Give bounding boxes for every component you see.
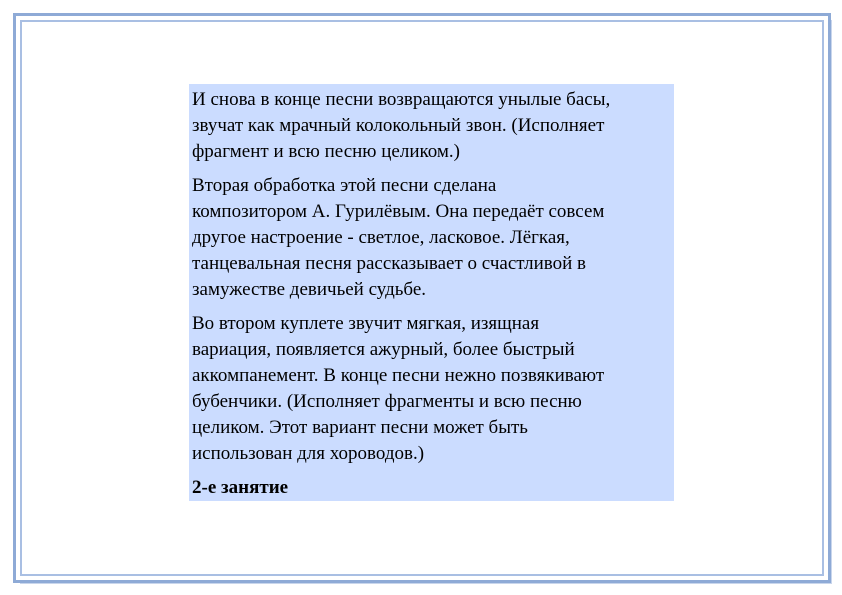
paragraph-gurilev-arrangement: Вторая обработка этой песни сделана композитором А. Гурилёвым. Она передаёт совсем другое настроение - светлое, ласковое. Лёгкая, танцевальная песня рассказывает о счастливой в замужестве девичьей судьбе. (192, 175, 605, 300)
text-block (189, 84, 674, 501)
paragraph-bass-return: И снова в конце песни возвращаются унылые басы, звучат как мрачный колокольный звон. (Исполняет фрагмент и всю песню целиком.) (192, 89, 611, 162)
lesson-heading: 2-е занятие (192, 477, 289, 498)
paragraph-second-verse: Во втором куплете звучит мягкая, изящная вариация, появляется ажурный, более быстрый аккомпанемент. В конце песни нежно позвякивают бубенчики. (Исполняет фрагменты и всю песню целиком. Этот вариант песни может быть использован для хороводов.) (192, 313, 605, 464)
